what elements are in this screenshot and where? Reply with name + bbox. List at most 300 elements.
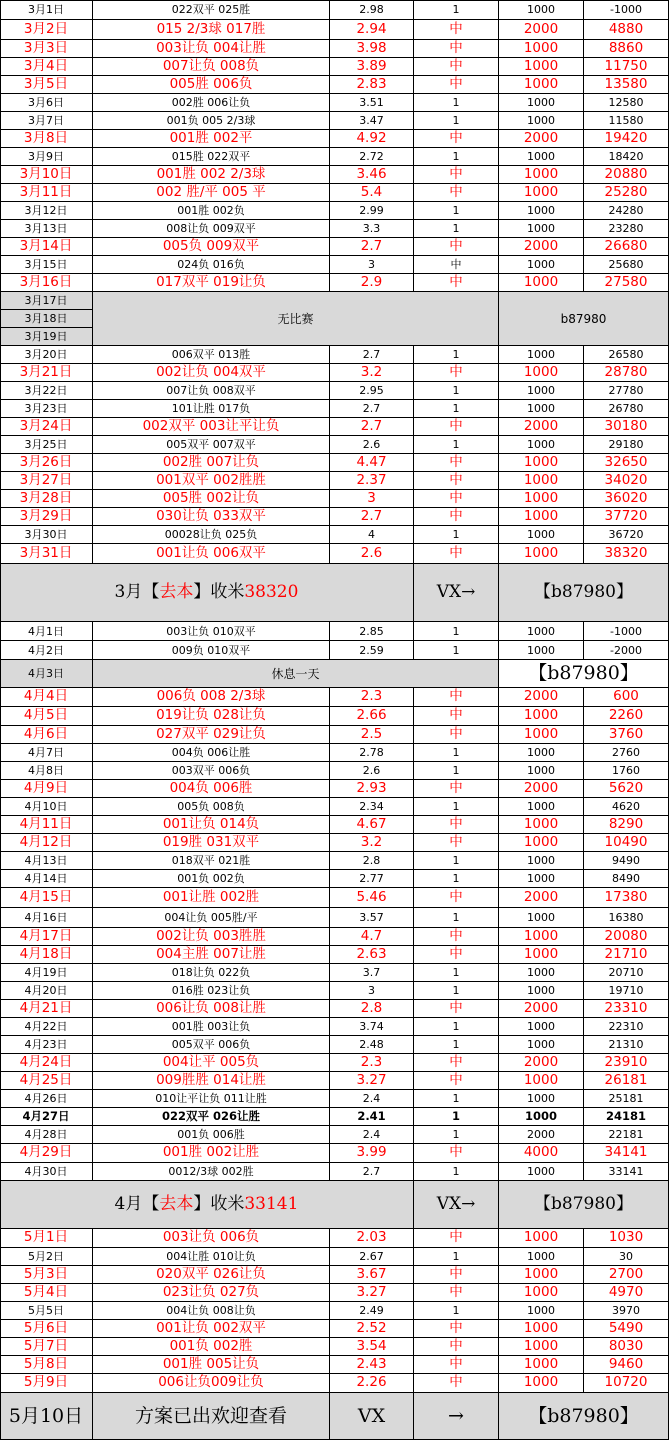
- row-stake-cell: 1000: [499, 184, 584, 202]
- row-result-cell: 1: [414, 346, 499, 364]
- gap-date-cell: 3月17日: [0, 292, 93, 310]
- row-result-cell: 中: [414, 58, 499, 76]
- row-total-cell: 2260: [584, 707, 669, 726]
- gap-date-cell: 3月19日: [0, 328, 93, 346]
- row-match-cell: 002双平 003让平让负: [93, 418, 330, 436]
- row-date-cell: 4月16日: [0, 908, 93, 928]
- row-odds-cell: 2.7: [330, 346, 414, 364]
- row-match-cell: 003让负 006负: [93, 1229, 330, 1248]
- row-result-cell: 1: [414, 112, 499, 130]
- row-odds-cell: 2.3: [330, 1054, 414, 1072]
- row-result-cell: 中: [414, 1266, 499, 1284]
- row-result-cell: 1: [414, 641, 499, 660]
- row-date-cell: 3月12日: [0, 202, 93, 220]
- row-result-cell: 1: [414, 382, 499, 400]
- row-date-cell: 4月18日: [0, 946, 93, 964]
- row-result-cell: 1: [414, 870, 499, 888]
- row-total-cell: 19710: [584, 982, 669, 1000]
- row-match-cell: 001让胜 002胜: [93, 888, 330, 908]
- footer-vx: VX: [330, 1393, 414, 1440]
- row-match-cell: 001负 002负: [93, 870, 330, 888]
- row-stake-cell: 2000: [499, 1000, 584, 1018]
- row-match-cell: 009胜胜 014让胜: [93, 1072, 330, 1090]
- row-match-cell: 001胜 002平: [93, 130, 330, 148]
- row-stake-cell: 1000: [499, 382, 584, 400]
- row-result-cell: 1: [414, 1248, 499, 1266]
- april_summary-vx: VX→: [414, 1181, 499, 1229]
- row-total-cell: 36020: [584, 490, 669, 508]
- row-result-cell: 中: [414, 834, 499, 852]
- row-match-cell: 004负 006胜: [93, 780, 330, 798]
- row-result-cell: 1: [414, 94, 499, 112]
- row-total-cell: 20710: [584, 964, 669, 982]
- row-match-cell: 005双平 006负: [93, 1036, 330, 1054]
- row-date-cell: 4月14日: [0, 870, 93, 888]
- row-total-cell: 9460: [584, 1356, 669, 1374]
- row-result-cell: 中: [414, 544, 499, 564]
- row-odds-cell: 2.52: [330, 1320, 414, 1338]
- row-total-cell: 4620: [584, 798, 669, 816]
- row-stake-cell: 1000: [499, 40, 584, 58]
- row-stake-cell: 1000: [499, 1229, 584, 1248]
- row-date-cell: 5月8日: [0, 1356, 93, 1374]
- row-result-cell: 1: [414, 1126, 499, 1144]
- row-match-cell: 005双平 007双平: [93, 436, 330, 454]
- row-result-cell: 中: [414, 946, 499, 964]
- row-odds-cell: 3.47: [330, 112, 414, 130]
- row-total-cell: 8860: [584, 40, 669, 58]
- row-total-cell: 21310: [584, 1036, 669, 1054]
- row-stake-cell: 1000: [499, 94, 584, 112]
- row-odds-cell: 3.27: [330, 1284, 414, 1302]
- row-stake-cell: 1000: [499, 641, 584, 660]
- row-total-cell: 29180: [584, 436, 669, 454]
- row-result-cell: 1: [414, 1036, 499, 1054]
- row-stake-cell: 1000: [499, 112, 584, 130]
- row-odds-cell: 3.2: [330, 834, 414, 852]
- row-total-cell: 26181: [584, 1072, 669, 1090]
- row-date-cell: 3月3日: [0, 40, 93, 58]
- row-odds-cell: 3.46: [330, 166, 414, 184]
- row-date-cell: 4月6日: [0, 726, 93, 744]
- footer-text: 方案已出欢迎查看: [93, 1393, 330, 1440]
- row-match-cell: 006让负 008让胜: [93, 1000, 330, 1018]
- row-match-cell: 027双平 029让负: [93, 726, 330, 744]
- row-match-cell: 005负 009双平: [93, 238, 330, 256]
- row-total-cell: 19420: [584, 130, 669, 148]
- row-match-cell: 001胜 003让负: [93, 1018, 330, 1036]
- row-date-cell: 4月28日: [0, 1126, 93, 1144]
- row-stake-cell: 1000: [499, 544, 584, 564]
- row-date-cell: 3月16日: [0, 274, 93, 292]
- row-date-cell: 3月9日: [0, 148, 93, 166]
- row-date-cell: 4月21日: [0, 1000, 93, 1018]
- row-result-cell: 中: [414, 1000, 499, 1018]
- row-odds-cell: 2.98: [330, 0, 414, 20]
- row-date-cell: 4月24日: [0, 1054, 93, 1072]
- footer-code: 【b87980】: [499, 1393, 669, 1440]
- row-stake-cell: 1000: [499, 364, 584, 382]
- row-odds-cell: 2.43: [330, 1356, 414, 1374]
- row-odds-cell: 2.7: [330, 1163, 414, 1181]
- march_summary-code: 【b87980】: [499, 564, 669, 622]
- row-date-cell: 3月8日: [0, 130, 93, 148]
- row-total-cell: -1000: [584, 622, 669, 641]
- rest-label: 休息一天: [93, 660, 499, 688]
- row-match-cell: 004负 006让胜: [93, 744, 330, 762]
- row-date-cell: 4月7日: [0, 744, 93, 762]
- row-match-cell: 015胜 022双平: [93, 148, 330, 166]
- row-odds-cell: 2.59: [330, 641, 414, 660]
- row-odds-cell: 2.8: [330, 1000, 414, 1018]
- row-date-cell: 5月9日: [0, 1374, 93, 1393]
- row-result-cell: 中: [414, 1054, 499, 1072]
- row-total-cell: 32650: [584, 454, 669, 472]
- row-match-cell: 009负 010双平: [93, 641, 330, 660]
- row-result-cell: 1: [414, 982, 499, 1000]
- row-date-cell: 5月6日: [0, 1320, 93, 1338]
- row-total-cell: 16380: [584, 908, 669, 928]
- row-odds-cell: 4: [330, 526, 414, 544]
- row-odds-cell: 3.67: [330, 1266, 414, 1284]
- row-odds-cell: 3.89: [330, 58, 414, 76]
- row-date-cell: 3月23日: [0, 400, 93, 418]
- row-odds-cell: 2.8: [330, 852, 414, 870]
- row-result-cell: 1: [414, 202, 499, 220]
- row-stake-cell: 4000: [499, 1144, 584, 1163]
- row-result-cell: 中: [414, 780, 499, 798]
- row-stake-cell: 1000: [499, 1163, 584, 1181]
- row-total-cell: 25680: [584, 256, 669, 274]
- row-match-cell: 00028让负 025负: [93, 526, 330, 544]
- row-total-cell: 9490: [584, 852, 669, 870]
- row-total-cell: 38320: [584, 544, 669, 564]
- row-result-cell: 中: [414, 130, 499, 148]
- row-odds-cell: 2.72: [330, 148, 414, 166]
- row-odds-cell: 2.93: [330, 780, 414, 798]
- row-stake-cell: 1000: [499, 1356, 584, 1374]
- row-stake-cell: 1000: [499, 148, 584, 166]
- row-total-cell: 3760: [584, 726, 669, 744]
- row-stake-cell: 1000: [499, 870, 584, 888]
- row-total-cell: 26580: [584, 346, 669, 364]
- row-total-cell: 30: [584, 1248, 669, 1266]
- row-stake-cell: 1000: [499, 744, 584, 762]
- row-stake-cell: 1000: [499, 726, 584, 744]
- row-stake-cell: 2000: [499, 130, 584, 148]
- row-stake-cell: 1000: [499, 1266, 584, 1284]
- row-total-cell: 10720: [584, 1374, 669, 1393]
- row-total-cell: 11580: [584, 112, 669, 130]
- row-stake-cell: 1000: [499, 1072, 584, 1090]
- row-date-cell: 3月21日: [0, 364, 93, 382]
- row-date-cell: 4月15日: [0, 888, 93, 908]
- row-result-cell: 1: [414, 1163, 499, 1181]
- row-match-cell: 001胜 005让负: [93, 1356, 330, 1374]
- row-odds-cell: 2.99: [330, 202, 414, 220]
- row-odds-cell: 5.46: [330, 888, 414, 908]
- row-date-cell: 3月27日: [0, 472, 93, 490]
- row-date-cell: 4月19日: [0, 964, 93, 982]
- row-match-cell: 019胜 031双平: [93, 834, 330, 852]
- row-odds-cell: 2.4: [330, 1090, 414, 1108]
- row-date-cell: 3月11日: [0, 184, 93, 202]
- row-stake-cell: 2000: [499, 1054, 584, 1072]
- row-odds-cell: 3.27: [330, 1072, 414, 1090]
- row-date-cell: 4月25日: [0, 1072, 93, 1090]
- row-date-cell: 4月8日: [0, 762, 93, 780]
- row-match-cell: 101让胜 017负: [93, 400, 330, 418]
- row-stake-cell: 1000: [499, 1090, 584, 1108]
- row-stake-cell: 1000: [499, 436, 584, 454]
- row-date-cell: 3月7日: [0, 112, 93, 130]
- row-result-cell: 中: [414, 688, 499, 707]
- row-date-cell: 3月20日: [0, 346, 93, 364]
- row-odds-cell: 2.5: [330, 726, 414, 744]
- row-date-cell: 3月6日: [0, 94, 93, 112]
- row-total-cell: 25181: [584, 1090, 669, 1108]
- row-total-cell: 3970: [584, 1302, 669, 1320]
- row-result-cell: 中: [414, 40, 499, 58]
- row-total-cell: 5620: [584, 780, 669, 798]
- row-date-cell: 4月23日: [0, 1036, 93, 1054]
- row-result-cell: 1: [414, 220, 499, 238]
- row-date-cell: 4月26日: [0, 1090, 93, 1108]
- row-stake-cell: 2000: [499, 1126, 584, 1144]
- row-match-cell: 001让负 006双平: [93, 544, 330, 564]
- row-result-cell: 1: [414, 908, 499, 928]
- row-result-cell: 中: [414, 490, 499, 508]
- row-total-cell: 26680: [584, 238, 669, 256]
- row-match-cell: 007让负 008负: [93, 58, 330, 76]
- row-total-cell: -2000: [584, 641, 669, 660]
- row-result-cell: 中: [414, 472, 499, 490]
- row-stake-cell: 2000: [499, 418, 584, 436]
- row-total-cell: 12580: [584, 94, 669, 112]
- row-total-cell: 30180: [584, 418, 669, 436]
- row-total-cell: 27780: [584, 382, 669, 400]
- row-match-cell: 001胜 002 2/3球: [93, 166, 330, 184]
- row-odds-cell: 2.83: [330, 76, 414, 94]
- row-stake-cell: 1000: [499, 526, 584, 544]
- row-odds-cell: 2.94: [330, 20, 414, 40]
- row-total-cell: 22181: [584, 1126, 669, 1144]
- row-odds-cell: 2.9: [330, 274, 414, 292]
- row-result-cell: 中: [414, 1338, 499, 1356]
- row-result-cell: 1: [414, 1018, 499, 1036]
- row-stake-cell: 1000: [499, 0, 584, 20]
- row-odds-cell: 2.95: [330, 382, 414, 400]
- summary-prefix: 3月【: [114, 582, 160, 602]
- row-date-cell: 3月31日: [0, 544, 93, 564]
- row-result-cell: 1: [414, 964, 499, 982]
- row-odds-cell: 2.48: [330, 1036, 414, 1054]
- row-match-cell: 006双平 013胜: [93, 346, 330, 364]
- row-total-cell: 5490: [584, 1320, 669, 1338]
- row-match-cell: 017双平 019让负: [93, 274, 330, 292]
- row-total-cell: 34020: [584, 472, 669, 490]
- row-odds-cell: 3.99: [330, 1144, 414, 1163]
- row-result-cell: 中: [414, 1320, 499, 1338]
- row-total-cell: 22310: [584, 1018, 669, 1036]
- row-stake-cell: 1000: [499, 1320, 584, 1338]
- row-date-cell: 5月1日: [0, 1229, 93, 1248]
- row-match-cell: 007让负 008双平: [93, 382, 330, 400]
- row-total-cell: 8490: [584, 870, 669, 888]
- summary-middle: 】收米: [193, 582, 245, 602]
- row-odds-cell: 2.78: [330, 744, 414, 762]
- row-match-cell: 020双平 026让负: [93, 1266, 330, 1284]
- row-stake-cell: 1000: [499, 908, 584, 928]
- row-odds-cell: 5.4: [330, 184, 414, 202]
- summary-middle: 】收米: [193, 1194, 245, 1214]
- row-total-cell: 13580: [584, 76, 669, 94]
- row-date-cell: 4月29日: [0, 1144, 93, 1163]
- row-stake-cell: 1000: [499, 400, 584, 418]
- row-match-cell: 002让负 003胜胜: [93, 928, 330, 946]
- row-stake-cell: 1000: [499, 58, 584, 76]
- row-match-cell: 015 2/3球 017胜: [93, 20, 330, 40]
- row-stake-cell: 1000: [499, 1284, 584, 1302]
- row-date-cell: 3月25日: [0, 436, 93, 454]
- rest-code-cell: 【b87980】: [499, 660, 669, 688]
- row-date-cell: 3月2日: [0, 20, 93, 40]
- summary-prefix: 4月【: [114, 1194, 160, 1214]
- summary-highlight: 去本: [159, 1194, 194, 1214]
- row-stake-cell: 1000: [499, 816, 584, 834]
- row-result-cell: 中: [414, 928, 499, 946]
- row-stake-cell: 1000: [499, 1338, 584, 1356]
- row-odds-cell: 2.03: [330, 1229, 414, 1248]
- row-date-cell: 5月7日: [0, 1338, 93, 1356]
- row-odds-cell: 2.7: [330, 400, 414, 418]
- row-stake-cell: 1000: [499, 762, 584, 780]
- row-total-cell: 2700: [584, 1266, 669, 1284]
- row-odds-cell: 3.54: [330, 1338, 414, 1356]
- no-match-label: 无比赛: [93, 292, 499, 346]
- row-match-cell: 018让负 022负: [93, 964, 330, 982]
- row-match-cell: 001负 005 2/3球: [93, 112, 330, 130]
- row-odds-cell: 2.49: [330, 1302, 414, 1320]
- row-match-cell: 008让负 009双平: [93, 220, 330, 238]
- row-odds-cell: 3.7: [330, 964, 414, 982]
- row-total-cell: 11750: [584, 58, 669, 76]
- row-match-cell: 004让平 005负: [93, 1054, 330, 1072]
- row-result-cell: 中: [414, 888, 499, 908]
- row-stake-cell: 1000: [499, 1248, 584, 1266]
- row-result-cell: 中: [414, 1284, 499, 1302]
- row-total-cell: 23280: [584, 220, 669, 238]
- row-date-cell: 4月13日: [0, 852, 93, 870]
- row-total-cell: 34141: [584, 1144, 669, 1163]
- row-stake-cell: 1000: [499, 472, 584, 490]
- row-total-cell: 1030: [584, 1229, 669, 1248]
- row-date-cell: 3月30日: [0, 526, 93, 544]
- row-stake-cell: 1000: [499, 982, 584, 1000]
- row-match-cell: 030让负 033双平: [93, 508, 330, 526]
- row-result-cell: 中: [414, 1356, 499, 1374]
- row-odds-cell: 2.66: [330, 707, 414, 726]
- row-result-cell: 1: [414, 744, 499, 762]
- row-stake-cell: 1000: [499, 220, 584, 238]
- row-odds-cell: 3.98: [330, 40, 414, 58]
- footer-date: 5月10日: [0, 1393, 93, 1440]
- row-result-cell: 中: [414, 707, 499, 726]
- row-odds-cell: 3: [330, 982, 414, 1000]
- summary-amount: 33141: [244, 1194, 299, 1214]
- row-match-cell: 010让平让负 011让胜: [93, 1090, 330, 1108]
- row-total-cell: 18420: [584, 148, 669, 166]
- row-stake-cell: 1000: [499, 454, 584, 472]
- row-match-cell: 005负 008负: [93, 798, 330, 816]
- row-result-cell: 1: [414, 1302, 499, 1320]
- row-total-cell: 36720: [584, 526, 669, 544]
- row-match-cell: 001让负 014负: [93, 816, 330, 834]
- row-stake-cell: 1000: [499, 166, 584, 184]
- row-stake-cell: 1000: [499, 202, 584, 220]
- row-date-cell: 4月2日: [0, 641, 93, 660]
- row-result-cell: 中: [414, 1144, 499, 1163]
- row-total-cell: 20880: [584, 166, 669, 184]
- row-stake-cell: 1000: [499, 622, 584, 641]
- row-match-cell: 001负 002胜: [93, 1338, 330, 1356]
- row-match-cell: 001负 006胜: [93, 1126, 330, 1144]
- row-odds-cell: 2.3: [330, 688, 414, 707]
- row-total-cell: 37720: [584, 508, 669, 526]
- row-total-cell: 33141: [584, 1163, 669, 1181]
- april_summary-code: 【b87980】: [499, 1181, 669, 1229]
- row-match-cell: 006让负009让负: [93, 1374, 330, 1393]
- row-date-cell: 3月5日: [0, 76, 93, 94]
- footer-arrow: →: [414, 1393, 499, 1440]
- row-match-cell: 001胜 002负: [93, 202, 330, 220]
- row-total-cell: 25280: [584, 184, 669, 202]
- row-result-cell: 中: [414, 274, 499, 292]
- row-date-cell: 5月5日: [0, 1302, 93, 1320]
- row-date-cell: 3月28日: [0, 490, 93, 508]
- row-stake-cell: 1000: [499, 256, 584, 274]
- row-odds-cell: 3.51: [330, 94, 414, 112]
- row-odds-cell: 3: [330, 490, 414, 508]
- row-result-cell: 中: [414, 184, 499, 202]
- row-result-cell: 中: [414, 726, 499, 744]
- row-match-cell: 003让负 010双平: [93, 622, 330, 641]
- row-date-cell: 3月22日: [0, 382, 93, 400]
- row-stake-cell: 2000: [499, 20, 584, 40]
- row-total-cell: 8290: [584, 816, 669, 834]
- row-match-cell: 024负 016负: [93, 256, 330, 274]
- row-result-cell: 中: [414, 364, 499, 382]
- row-total-cell: 4880: [584, 20, 669, 40]
- row-result-cell: 中: [414, 256, 499, 274]
- row-odds-cell: 2.26: [330, 1374, 414, 1393]
- row-result-cell: 中: [414, 816, 499, 834]
- row-total-cell: 10490: [584, 834, 669, 852]
- row-date-cell: 4月11日: [0, 816, 93, 834]
- row-total-cell: 20080: [584, 928, 669, 946]
- row-match-cell: 004让负 008让负: [93, 1302, 330, 1320]
- row-date-cell: 4月17日: [0, 928, 93, 946]
- row-odds-cell: 2.67: [330, 1248, 414, 1266]
- row-stake-cell: 1000: [499, 946, 584, 964]
- row-odds-cell: 2.7: [330, 238, 414, 256]
- row-match-cell: 018双平 021胜: [93, 852, 330, 870]
- row-date-cell: 4月27日: [0, 1108, 93, 1126]
- row-match-cell: 019让负 028让负: [93, 707, 330, 726]
- row-date-cell: 4月12日: [0, 834, 93, 852]
- row-match-cell: 002让负 004双平: [93, 364, 330, 382]
- row-odds-cell: 3.3: [330, 220, 414, 238]
